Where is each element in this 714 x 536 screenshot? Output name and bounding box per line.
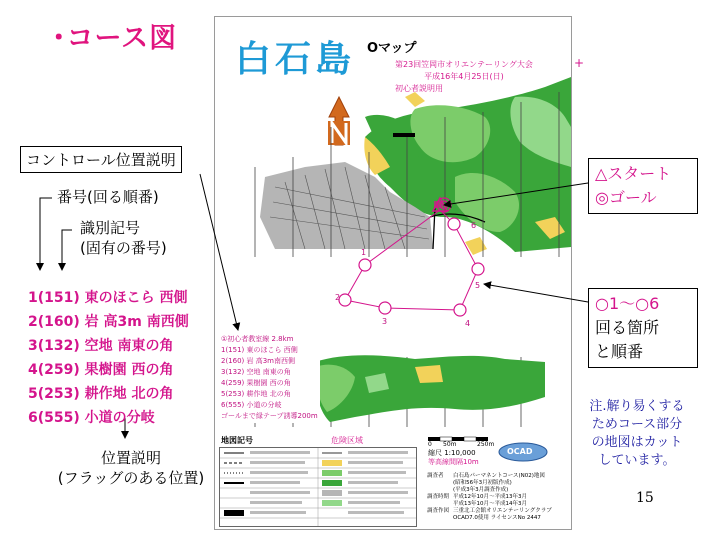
info-value: 白石島パーマネントコース(N02)地図 <box>453 473 545 479</box>
control-number: 4 <box>465 319 471 328</box>
number-label: 番号(回る順番) <box>57 188 159 206</box>
control-description-box: コントロール位置説明 <box>20 146 182 173</box>
control-circle-6 <box>448 218 460 230</box>
description-line: 1(151) 東のほこら 西側 <box>221 346 298 354</box>
event-name: 第23回笠岡市オリエンテーリング大会 <box>395 60 533 69</box>
orienteering-map <box>214 16 572 530</box>
event-info <box>395 59 533 95</box>
controls-label-line-3: と順番 <box>595 342 644 361</box>
start-label: △スタート <box>595 164 672 183</box>
control-circle-2 <box>339 294 351 306</box>
info-value: (平成3年3月調査作成) <box>453 487 509 493</box>
control-list-item: 4(259) 果樹園 西の角 <box>28 362 174 378</box>
map-subtitle: Oマップ <box>367 41 417 56</box>
info-label: 調査時期 <box>427 494 450 500</box>
legend-table <box>219 447 417 527</box>
control-number: 2 <box>335 293 341 302</box>
description-line: ①初心者教室線 2.8km <box>221 335 294 343</box>
controls-label-line-2: 回る箇所 <box>595 318 660 337</box>
contour-text: 等高線間隔10m <box>428 458 479 466</box>
control-list <box>28 286 189 430</box>
legend-title: 地図記号 <box>221 436 253 445</box>
description-line: 2(160) 岩 高3m南西側 <box>221 357 295 365</box>
crosshair-mark: + <box>574 56 585 70</box>
info-label: 調査者 <box>427 473 444 479</box>
code-label-line-1: 識別記号 <box>80 219 141 237</box>
info-value: 平成13年10月～平成14年3月 <box>453 501 527 507</box>
control-circle-1 <box>359 259 371 271</box>
info-value: OCAD7.0使用 ライセンスNo 2447 <box>453 515 541 521</box>
info-value: 平成12年10月～平成13年3月 <box>453 494 527 500</box>
note-line: しています。 <box>598 453 676 468</box>
scale-tick-0: 0 <box>428 441 432 448</box>
position-label-line-1: 位置説明 <box>100 449 161 467</box>
note-line: 注.解り易くする <box>589 399 685 414</box>
control-circle-4 <box>454 304 466 316</box>
description-line: 3(132) 空地 南東の角 <box>221 368 291 376</box>
scale-text: 縮尺 1:10,000 <box>428 449 476 457</box>
code-label-line-2: (固有の番号) <box>80 239 167 257</box>
controls-box <box>588 288 698 368</box>
control-number: 3 <box>382 317 388 326</box>
controls-range-label: ○1～○6 <box>595 294 660 313</box>
position-label <box>38 448 224 488</box>
control-number: 1 <box>361 248 367 257</box>
description-line: 5(253) 耕作地 北の角 <box>221 390 291 398</box>
event-purpose: 初心者説明用 <box>395 84 443 93</box>
control-number: 6 <box>471 221 477 230</box>
info-value: 三重北工会館オリエンテーリングクラブ <box>453 508 552 514</box>
goal-label: ◎ゴール <box>595 188 657 207</box>
ocad-label: OCAD <box>507 447 533 456</box>
page-number: 15 <box>636 490 654 506</box>
control-list-item: 3(132) 空地 南東の角 <box>28 338 174 354</box>
map-description-block <box>219 333 320 423</box>
note-line: の地図はカット <box>591 435 683 450</box>
legend-symbols <box>220 448 416 526</box>
start-goal-box <box>588 158 698 214</box>
danger-label: 危険区域 <box>331 436 363 445</box>
note-line: ためコース部分 <box>591 417 683 432</box>
map-title: 白石島 <box>235 39 356 80</box>
scale-tick-2: 250m <box>477 441 495 448</box>
description-line: 4(259) 果樹園 西の角 <box>221 379 291 387</box>
control-circle-3 <box>379 302 391 314</box>
info-label: 調査作図 <box>427 508 450 514</box>
info-value: (昭和56年3月初版作成) <box>453 480 512 486</box>
control-list-item: 6(555) 小道の分岐 <box>28 410 155 426</box>
scale-tick-1: 50m <box>443 441 457 448</box>
control-number: 5 <box>475 281 481 290</box>
description-line: 6(555) 小道の分岐 <box>221 401 282 409</box>
code-label <box>80 218 167 258</box>
description-line: ゴールまで緑テープ誘導200m <box>221 412 318 420</box>
control-circle-5 <box>472 263 484 275</box>
control-list-item: 5(253) 耕作地 北の角 <box>28 386 174 402</box>
position-label-line-2: (フラッグのある位置) <box>57 469 205 487</box>
note-text <box>582 398 692 470</box>
control-list-item: 2(160) 岩 高3m 南西側 <box>28 314 189 330</box>
control-list-item: 1(151) 東のほこら 西側 <box>28 290 188 306</box>
slide-title: ･コース図 <box>52 23 178 54</box>
event-date: 平成16年4月25日(日) <box>424 72 504 81</box>
